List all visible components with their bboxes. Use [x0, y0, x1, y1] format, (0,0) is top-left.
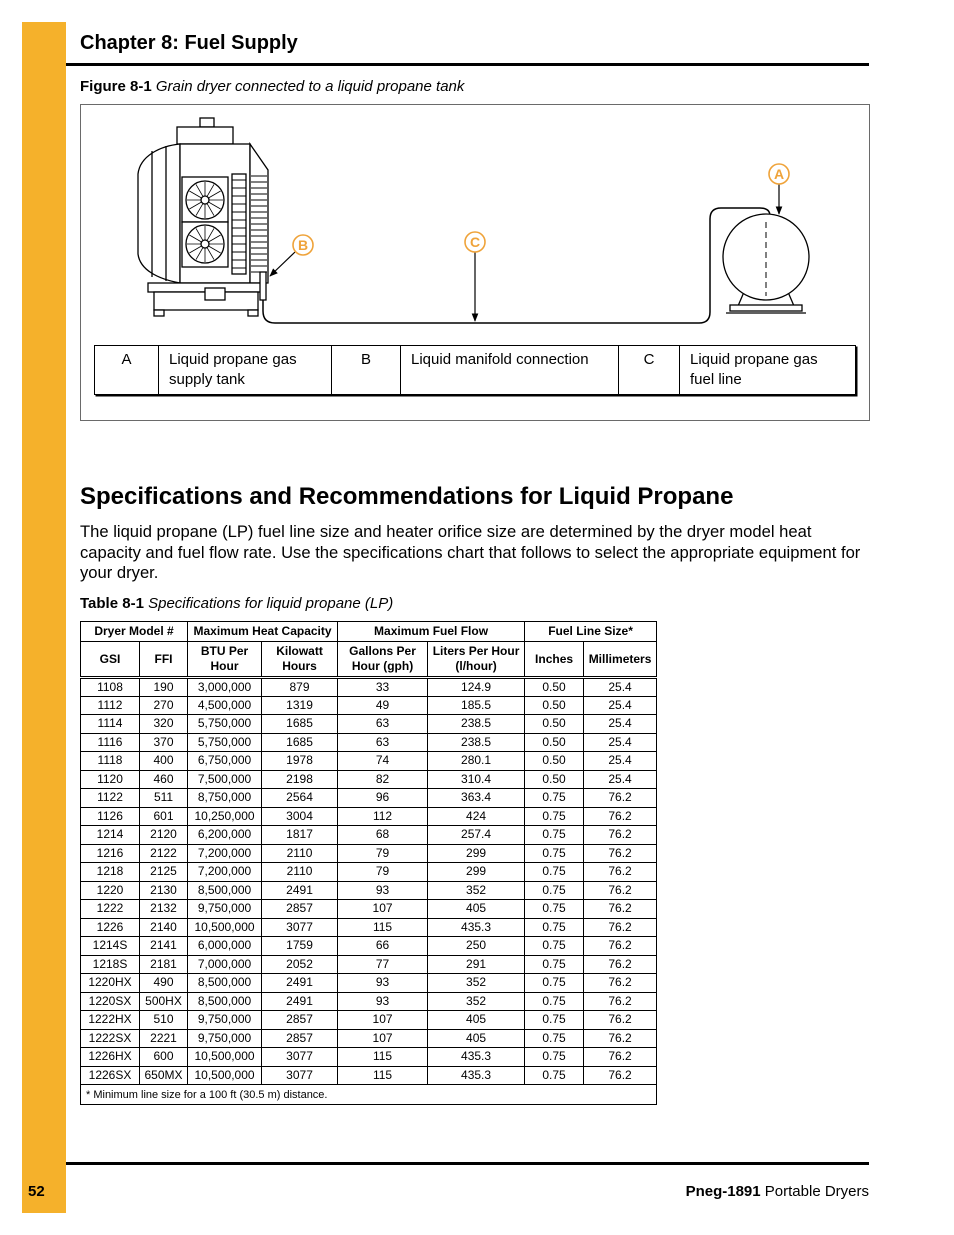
- cell-millimeters: 25.4: [584, 770, 657, 789]
- header-inches: Inches: [525, 642, 584, 678]
- table-row: [81, 844, 657, 863]
- table-row: [81, 992, 657, 1011]
- table-row: [81, 1029, 657, 1048]
- cell-gallons-per-hour: 107: [338, 1029, 428, 1048]
- cell-gsi: 1126: [81, 807, 140, 826]
- cell-btu-per-hour: 10,500,000: [188, 1066, 262, 1085]
- dryer-side-panel: [250, 144, 268, 283]
- header-rule: [66, 63, 869, 66]
- cell-millimeters: 25.4: [584, 733, 657, 752]
- cell-inches: 0.75: [525, 955, 584, 974]
- section-heading: Specifications and Recommendations for Liquid Propane: [80, 483, 734, 510]
- cell-inches: 0.50: [525, 752, 584, 771]
- tank-base: [730, 305, 802, 311]
- dryer-hood: [138, 144, 180, 283]
- table-row: [81, 733, 657, 752]
- cell-gsi: 1218: [81, 863, 140, 882]
- table-header: [81, 622, 657, 678]
- callout-c: [465, 232, 485, 321]
- table-row: [81, 881, 657, 900]
- figure-caption-text: Grain dryer connected to a liquid propane tank: [155, 78, 465, 95]
- cell-ffi: 500HX: [140, 992, 188, 1011]
- cell-gsi: 1222HX: [81, 1011, 140, 1030]
- cell-millimeters: 76.2: [584, 937, 657, 956]
- cell-gallons-per-hour: 93: [338, 992, 428, 1011]
- lp-specifications-table: [80, 621, 657, 1105]
- cell-liters-per-hour: 424: [428, 807, 525, 826]
- cell-gallons-per-hour: 66: [338, 937, 428, 956]
- cell-gallons-per-hour: 49: [338, 696, 428, 715]
- cell-millimeters: 25.4: [584, 752, 657, 771]
- header-column-row: [81, 642, 657, 678]
- cell-gsi: 1226SX: [81, 1066, 140, 1085]
- cell-ffi: 600: [140, 1048, 188, 1067]
- cell-ffi: 490: [140, 974, 188, 993]
- cell-gsi: 1214S: [81, 937, 140, 956]
- legend-key: B: [332, 346, 401, 395]
- callout-b-pointer: [270, 252, 295, 276]
- cell-inches: 0.75: [525, 974, 584, 993]
- cell-inches: 0.75: [525, 789, 584, 808]
- table-row: [81, 937, 657, 956]
- cell-inches: 0.75: [525, 826, 584, 845]
- cell-inches: 0.50: [525, 733, 584, 752]
- cell-gsi: 1118: [81, 752, 140, 771]
- cell-kilowatt-hours: 3004: [262, 807, 338, 826]
- figure-frame: [80, 104, 870, 421]
- header-fuel-line-size: Fuel Line Size*: [525, 622, 657, 642]
- cell-inches: 0.75: [525, 807, 584, 826]
- legend-key: C: [619, 346, 680, 395]
- cell-millimeters: 76.2: [584, 955, 657, 974]
- section-paragraph: The liquid propane (LP) fuel line size and heater orifice size are determined by the dryer model heat capacity and fuel flow rate. Use the specifications chart that follows to select the appropriate equipment for your dryer.: [80, 522, 861, 582]
- cell-gsi: 1116: [81, 733, 140, 752]
- table-row: [81, 955, 657, 974]
- cell-liters-per-hour: 352: [428, 881, 525, 900]
- table-row: [81, 900, 657, 919]
- cell-ffi: 270: [140, 696, 188, 715]
- cell-inches: 0.75: [525, 900, 584, 919]
- footer-rule: [66, 1162, 869, 1165]
- cell-btu-per-hour: 3,000,000: [188, 678, 262, 697]
- upper-fan-hub: [201, 196, 209, 204]
- header-millimeters: Millimeters: [584, 642, 657, 678]
- cell-btu-per-hour: 7,000,000: [188, 955, 262, 974]
- cell-kilowatt-hours: 2857: [262, 1029, 338, 1048]
- table-row: [81, 1011, 657, 1030]
- cell-liters-per-hour: 435.3: [428, 1048, 525, 1067]
- cell-gsi: 1114: [81, 715, 140, 734]
- cell-liters-per-hour: 280.1: [428, 752, 525, 771]
- cell-btu-per-hour: 9,750,000: [188, 900, 262, 919]
- figure-caption: [80, 78, 464, 96]
- cell-kilowatt-hours: 2052: [262, 955, 338, 974]
- cell-gsi: 1112: [81, 696, 140, 715]
- cell-kilowatt-hours: 1319: [262, 696, 338, 715]
- cell-gallons-per-hour: 96: [338, 789, 428, 808]
- cell-gallons-per-hour: 82: [338, 770, 428, 789]
- cell-millimeters: 76.2: [584, 1011, 657, 1030]
- cell-gallons-per-hour: 33: [338, 678, 428, 697]
- grain-dryer-illustration: [138, 118, 268, 316]
- cell-liters-per-hour: 435.3: [428, 1066, 525, 1085]
- legend-text: Liquid manifold connection: [401, 346, 619, 395]
- cell-gsi: 1214: [81, 826, 140, 845]
- cell-liters-per-hour: 435.3: [428, 918, 525, 937]
- cell-millimeters: 76.2: [584, 807, 657, 826]
- table-row: [81, 770, 657, 789]
- cell-gsi: 1216: [81, 844, 140, 863]
- cell-kilowatt-hours: 2491: [262, 992, 338, 1011]
- cell-liters-per-hour: 363.4: [428, 789, 525, 808]
- cell-millimeters: 76.2: [584, 826, 657, 845]
- document-id: Pneg-1891: [685, 1183, 761, 1200]
- header-liters-per-hour: Liters Per Hour (l/hour): [428, 642, 525, 678]
- cell-liters-per-hour: 185.5: [428, 696, 525, 715]
- table-row: [81, 752, 657, 771]
- cell-ffi: 2141: [140, 937, 188, 956]
- cell-liters-per-hour: 291: [428, 955, 525, 974]
- cell-kilowatt-hours: 879: [262, 678, 338, 697]
- cell-millimeters: 76.2: [584, 789, 657, 808]
- cell-liters-per-hour: 124.9: [428, 678, 525, 697]
- cell-gsi: 1226HX: [81, 1048, 140, 1067]
- cell-kilowatt-hours: 2491: [262, 881, 338, 900]
- figure-legend-table: [94, 345, 856, 395]
- fuel-line: [263, 208, 770, 323]
- cell-inches: 0.75: [525, 1066, 584, 1085]
- cell-kilowatt-hours: 1759: [262, 937, 338, 956]
- cell-liters-per-hour: 405: [428, 1029, 525, 1048]
- cell-gsi: 1222SX: [81, 1029, 140, 1048]
- cell-millimeters: 25.4: [584, 715, 657, 734]
- table-body: [81, 678, 657, 1085]
- lower-fan-hub: [201, 240, 209, 248]
- header-max-fuel-flow: Maximum Fuel Flow: [338, 622, 525, 642]
- document-footer: [686, 1183, 869, 1201]
- header-ffi: FFI: [140, 642, 188, 678]
- cell-millimeters: 76.2: [584, 974, 657, 993]
- cell-gsi: 1218S: [81, 955, 140, 974]
- cell-inches: 0.75: [525, 918, 584, 937]
- table-footer: [81, 1085, 657, 1105]
- figure-label: Figure 8-1: [80, 78, 152, 95]
- cell-kilowatt-hours: 1685: [262, 715, 338, 734]
- page-number: 52: [28, 1183, 45, 1200]
- cell-inches: 0.75: [525, 1029, 584, 1048]
- callout-a: [769, 164, 789, 214]
- cell-kilowatt-hours: 1978: [262, 752, 338, 771]
- table-row: [81, 918, 657, 937]
- table-row: [81, 696, 657, 715]
- cell-gallons-per-hour: 107: [338, 1011, 428, 1030]
- cell-inches: 0.75: [525, 992, 584, 1011]
- cell-gallons-per-hour: 79: [338, 844, 428, 863]
- cell-gallons-per-hour: 93: [338, 881, 428, 900]
- cell-btu-per-hour: 10,500,000: [188, 918, 262, 937]
- cell-liters-per-hour: 299: [428, 863, 525, 882]
- cell-gsi: 1222: [81, 900, 140, 919]
- table-row: [81, 807, 657, 826]
- cell-inches: 0.75: [525, 937, 584, 956]
- cell-inches: 0.75: [525, 1048, 584, 1067]
- cell-kilowatt-hours: 2564: [262, 789, 338, 808]
- cell-liters-per-hour: 405: [428, 900, 525, 919]
- cell-btu-per-hour: 5,750,000: [188, 733, 262, 752]
- cell-inches: 0.50: [525, 678, 584, 697]
- cell-gsi: 1226: [81, 918, 140, 937]
- cell-gsi: 1108: [81, 678, 140, 697]
- table-row: [81, 789, 657, 808]
- callout-b: [270, 235, 313, 276]
- callout-a-letter: A: [773, 166, 785, 182]
- cell-gallons-per-hour: 77: [338, 955, 428, 974]
- cell-kilowatt-hours: 2857: [262, 1011, 338, 1030]
- cell-liters-per-hour: 238.5: [428, 733, 525, 752]
- table-row: [81, 715, 657, 734]
- cell-inches: 0.75: [525, 881, 584, 900]
- cell-inches: 0.75: [525, 863, 584, 882]
- cell-btu-per-hour: 9,750,000: [188, 1029, 262, 1048]
- cell-kilowatt-hours: 2491: [262, 974, 338, 993]
- legend-key: A: [95, 346, 159, 395]
- header-kilowatt-hours: Kilowatt Hours: [262, 642, 338, 678]
- cell-liters-per-hour: 405: [428, 1011, 525, 1030]
- dryer-top-vent: [200, 118, 214, 127]
- cell-gallons-per-hour: 74: [338, 752, 428, 771]
- table-row: [81, 678, 657, 697]
- cell-kilowatt-hours: 3077: [262, 1048, 338, 1067]
- cell-gsi: 1122: [81, 789, 140, 808]
- cell-liters-per-hour: 352: [428, 974, 525, 993]
- cell-inches: 0.75: [525, 1011, 584, 1030]
- cell-ffi: 320: [140, 715, 188, 734]
- cell-millimeters: 76.2: [584, 900, 657, 919]
- table-row: [81, 826, 657, 845]
- cell-ffi: 370: [140, 733, 188, 752]
- cell-gallons-per-hour: 115: [338, 1048, 428, 1067]
- chapter-title: Chapter 8: Fuel Supply: [80, 32, 298, 54]
- dryer-top-cap: [177, 127, 233, 144]
- header-group-row: [81, 622, 657, 642]
- cell-kilowatt-hours: 1817: [262, 826, 338, 845]
- cell-btu-per-hour: 10,500,000: [188, 1048, 262, 1067]
- cell-millimeters: 76.2: [584, 1029, 657, 1048]
- cell-inches: 0.50: [525, 770, 584, 789]
- header-gsi: GSI: [81, 642, 140, 678]
- cell-millimeters: 76.2: [584, 918, 657, 937]
- cell-kilowatt-hours: 3077: [262, 1066, 338, 1085]
- cell-millimeters: 25.4: [584, 696, 657, 715]
- propane-tank-illustration: [723, 214, 809, 313]
- cell-kilowatt-hours: 2110: [262, 844, 338, 863]
- cell-ffi: 2221: [140, 1029, 188, 1048]
- chapter-color-tab: [22, 22, 66, 1213]
- cell-gsi: 1120: [81, 770, 140, 789]
- cell-ffi: 2125: [140, 863, 188, 882]
- cell-btu-per-hour: 6,000,000: [188, 937, 262, 956]
- cell-inches: 0.75: [525, 844, 584, 863]
- cell-btu-per-hour: 7,200,000: [188, 844, 262, 863]
- legend-text: Liquid propane gas supply tank: [159, 346, 332, 395]
- callout-c-letter: C: [469, 234, 481, 250]
- cell-kilowatt-hours: 2110: [262, 863, 338, 882]
- header-dryer-model: Dryer Model #: [81, 622, 188, 642]
- cell-liters-per-hour: 352: [428, 992, 525, 1011]
- table-row: [81, 974, 657, 993]
- cell-millimeters: 76.2: [584, 992, 657, 1011]
- cell-liters-per-hour: 257.4: [428, 826, 525, 845]
- cell-btu-per-hour: 4,500,000: [188, 696, 262, 715]
- cell-liters-per-hour: 250: [428, 937, 525, 956]
- header-gallons-per-hour: Gallons Per Hour (gph): [338, 642, 428, 678]
- callout-b-letter: B: [297, 237, 309, 253]
- cell-liters-per-hour: 238.5: [428, 715, 525, 734]
- table-row: [81, 1066, 657, 1085]
- cell-millimeters: 76.2: [584, 844, 657, 863]
- table-row: [81, 1048, 657, 1067]
- cell-kilowatt-hours: 2857: [262, 900, 338, 919]
- cell-millimeters: 76.2: [584, 863, 657, 882]
- cell-btu-per-hour: 8,500,000: [188, 992, 262, 1011]
- cell-kilowatt-hours: 2198: [262, 770, 338, 789]
- footnote-row: [81, 1085, 657, 1105]
- cell-gallons-per-hour: 107: [338, 900, 428, 919]
- cell-ffi: 190: [140, 678, 188, 697]
- cell-btu-per-hour: 6,750,000: [188, 752, 262, 771]
- cell-ffi: 2122: [140, 844, 188, 863]
- legend-row: [95, 346, 856, 395]
- table-row: [81, 863, 657, 882]
- cell-ffi: 601: [140, 807, 188, 826]
- manifold-connector: [260, 272, 266, 300]
- cell-gallons-per-hour: 63: [338, 715, 428, 734]
- document-title: Portable Dryers: [764, 1183, 869, 1200]
- dryer-foot-left: [154, 310, 164, 316]
- cell-ffi: 2140: [140, 918, 188, 937]
- cell-ffi: 460: [140, 770, 188, 789]
- cell-ffi: 2132: [140, 900, 188, 919]
- header-max-heat-capacity: Maximum Heat Capacity: [188, 622, 338, 642]
- cell-btu-per-hour: 7,200,000: [188, 863, 262, 882]
- cell-inches: 0.50: [525, 715, 584, 734]
- legend-text: Liquid propane gas fuel line: [680, 346, 856, 395]
- cell-liters-per-hour: 299: [428, 844, 525, 863]
- cell-ffi: 511: [140, 789, 188, 808]
- cell-btu-per-hour: 8,750,000: [188, 789, 262, 808]
- cell-btu-per-hour: 7,500,000: [188, 770, 262, 789]
- cell-inches: 0.50: [525, 696, 584, 715]
- cell-gallons-per-hour: 112: [338, 807, 428, 826]
- table-footnote: * Minimum line size for a 100 ft (30.5 m) distance.: [81, 1085, 657, 1105]
- cell-gallons-per-hour: 115: [338, 918, 428, 937]
- cell-btu-per-hour: 8,500,000: [188, 974, 262, 993]
- cell-btu-per-hour: 9,750,000: [188, 1011, 262, 1030]
- cell-btu-per-hour: 6,200,000: [188, 826, 262, 845]
- cell-gallons-per-hour: 115: [338, 1066, 428, 1085]
- cell-millimeters: 76.2: [584, 1048, 657, 1067]
- cell-btu-per-hour: 8,500,000: [188, 881, 262, 900]
- cell-ffi: 2120: [140, 826, 188, 845]
- cell-btu-per-hour: 5,750,000: [188, 715, 262, 734]
- cell-ffi: 510: [140, 1011, 188, 1030]
- cell-gsi: 1220SX: [81, 992, 140, 1011]
- cell-millimeters: 76.2: [584, 1066, 657, 1085]
- cell-ffi: 650MX: [140, 1066, 188, 1085]
- cell-gallons-per-hour: 79: [338, 863, 428, 882]
- table-label: Table 8-1: [80, 595, 144, 612]
- table-caption: [80, 595, 393, 613]
- cell-btu-per-hour: 10,250,000: [188, 807, 262, 826]
- header-btu-per-hour: BTU Per Hour: [188, 642, 262, 678]
- cell-kilowatt-hours: 3077: [262, 918, 338, 937]
- cell-ffi: 400: [140, 752, 188, 771]
- cell-gallons-per-hour: 93: [338, 974, 428, 993]
- cell-gsi: 1220: [81, 881, 140, 900]
- cell-gallons-per-hour: 68: [338, 826, 428, 845]
- cell-millimeters: 25.4: [584, 678, 657, 697]
- cell-ffi: 2130: [140, 881, 188, 900]
- dryer-ladder: [232, 174, 246, 274]
- cell-millimeters: 76.2: [584, 881, 657, 900]
- cell-liters-per-hour: 310.4: [428, 770, 525, 789]
- cell-gsi: 1220HX: [81, 974, 140, 993]
- cell-ffi: 2181: [140, 955, 188, 974]
- table-caption-text: Specifications for liquid propane (LP): [148, 595, 394, 612]
- cell-gallons-per-hour: 63: [338, 733, 428, 752]
- dryer-foot-right: [248, 310, 258, 316]
- dryer-base-box: [205, 288, 225, 300]
- cell-kilowatt-hours: 1685: [262, 733, 338, 752]
